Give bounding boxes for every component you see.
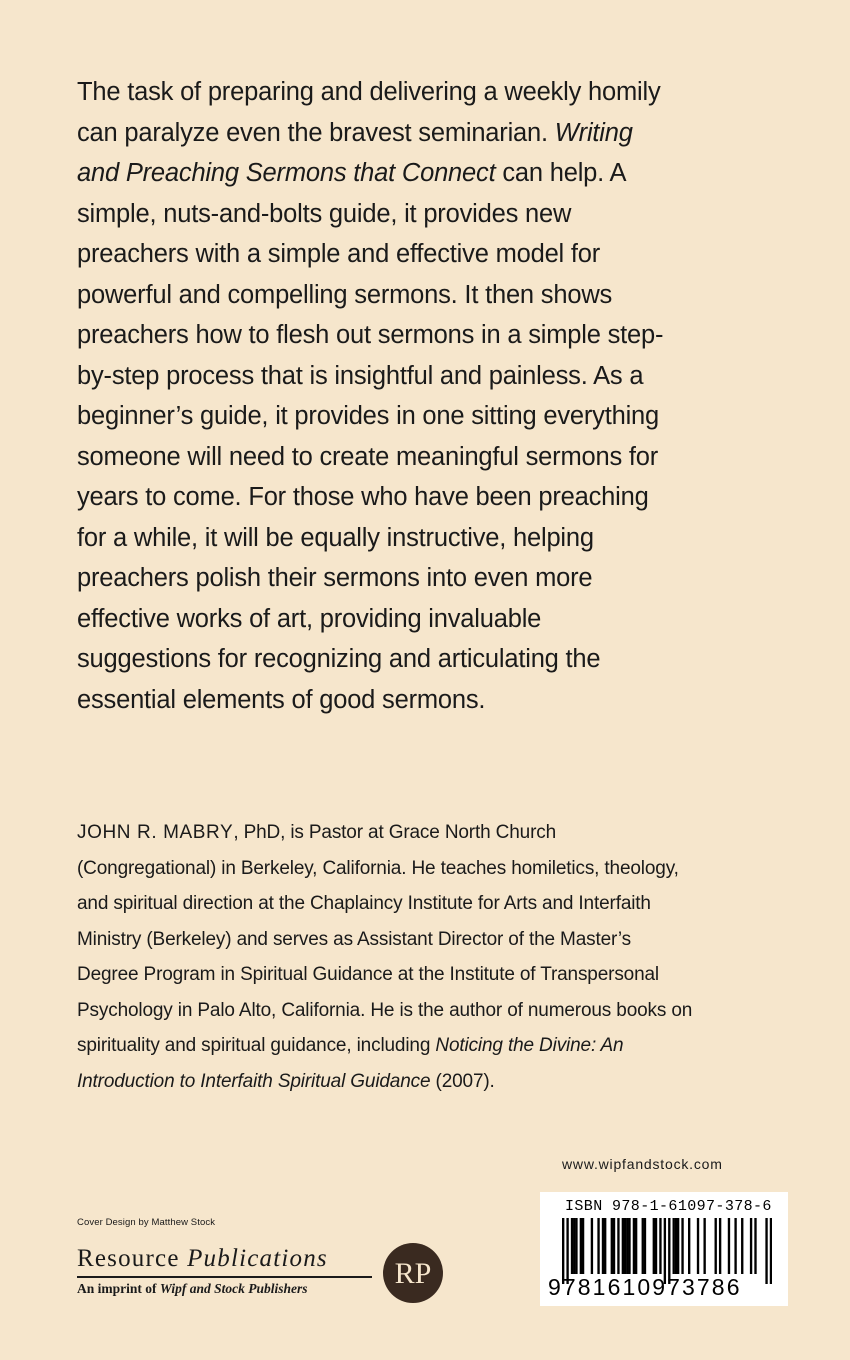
barcode-bar: [673, 1218, 675, 1274]
barcode-bar: [575, 1218, 577, 1274]
barcode-bar: [633, 1218, 635, 1274]
barcode-bar: [688, 1218, 690, 1274]
barcode-bar: [770, 1218, 772, 1284]
barcode-bar: [728, 1218, 730, 1274]
barcode-bar: [604, 1218, 606, 1274]
publisher-name-part2: Publications: [187, 1245, 328, 1272]
barcode-bar: [597, 1218, 599, 1274]
publisher-name: [77, 1244, 372, 1274]
barcode-bar: [611, 1218, 613, 1274]
barcode-bar: [573, 1218, 575, 1274]
barcode-bar: [741, 1218, 743, 1274]
isbn-label: ISBN 978-1-61097-378-6: [565, 1198, 772, 1215]
barcode-bar: [734, 1218, 736, 1274]
isbn-barcode: [540, 1192, 788, 1306]
publisher-rule: [77, 1276, 372, 1278]
barcode-bar: [644, 1218, 646, 1274]
imprint-name: Wipf and Stock Publishers: [159, 1281, 308, 1296]
author-bio: [77, 815, 697, 1099]
barcode-bar: [655, 1218, 657, 1274]
barcode-bar: [571, 1218, 573, 1274]
barcode-bar: [580, 1218, 582, 1274]
barcode-bar: [697, 1218, 699, 1274]
barcode-bar: [719, 1218, 721, 1274]
barcode-bar: [675, 1218, 677, 1274]
barcode-bar: [602, 1218, 604, 1274]
barcode-bar: [617, 1218, 619, 1274]
barcode-bar: [613, 1218, 615, 1274]
barcode-bar: [750, 1218, 752, 1274]
publisher-imprint: [77, 1281, 372, 1297]
barcode-bar: [715, 1218, 717, 1274]
barcode-bar: [635, 1218, 637, 1274]
bio-book-title: Noticing the Divine: An Introduction to Interfaith Spiritual Guidance: [77, 1035, 624, 1092]
barcode-bar: [628, 1218, 630, 1274]
publisher-block: [77, 1244, 372, 1297]
barcode-bar: [624, 1218, 626, 1274]
barcode-bar: [677, 1218, 679, 1274]
bio-text-start: , PhD, is Pastor at Grace North Church (Congregational) in Berkeley, California. He teaches homiletics, theology, and spiritual direction at the Chaplaincy Institute for Arts and Interfaith Ministry (Berkeley) and serves as Assistant Director of the Master’s Degree Program in Spiritual Guidance at the Institute of Transpersonal Psychology in Palo Alto, California. He is the author of numerous books on spirituality and spiritual guidance, including: [77, 822, 693, 1056]
publisher-website: www.wipfandstock.com: [562, 1156, 723, 1172]
imprint-prefix: An imprint of: [77, 1281, 160, 1296]
cover-design-credit: Cover Design by Matthew Stock: [77, 1217, 216, 1228]
rp-logo-text: RP: [394, 1257, 432, 1290]
barcode-bar: [703, 1218, 705, 1274]
barcode-bar: [754, 1218, 756, 1274]
barcode-bar: [653, 1218, 655, 1274]
back-cover-blurb: [77, 72, 677, 720]
barcode-bar: [626, 1218, 628, 1274]
bio-text-end: (2007).: [430, 1070, 495, 1092]
barcode-bar: [582, 1218, 584, 1274]
publisher-name-part1: Resource: [77, 1245, 180, 1272]
rp-logo-icon: [382, 1242, 444, 1304]
author-name: JOHN R. MABRY: [77, 822, 234, 843]
blurb-text-start: The task of preparing and delivering a weekly homily can paralyze even the bravest seminarian.: [77, 78, 661, 147]
barcode-bar: [659, 1218, 661, 1274]
blurb-text-end: can help. A simple, nuts-and-bolts guide, it provides new preachers with a simple and effective model for powerful and compelling sermons. It then shows preachers how to flesh out sermons in a simple step-by-step process that is insightful and painless. As a beginner’s guide, it provides in one sitting everything someone will need to create meaningful sermons for years to come. For those who have been preaching for a while, it will be equally instructive, helping preachers polish their sermons into even more effective works of art, providing invaluable suggestions for recognizing and articulating the essential elements of good sermons.: [77, 159, 664, 714]
blurb-book-title: Writing and Preaching Sermons that Connect: [77, 118, 633, 187]
barcode-bar: [681, 1218, 683, 1274]
barcode-bar: [591, 1218, 593, 1274]
barcode-bar: [642, 1218, 644, 1274]
barcode-digits: 9781610973786: [548, 1274, 742, 1300]
barcode-bar: [622, 1218, 624, 1274]
barcode-bar: [765, 1218, 767, 1284]
